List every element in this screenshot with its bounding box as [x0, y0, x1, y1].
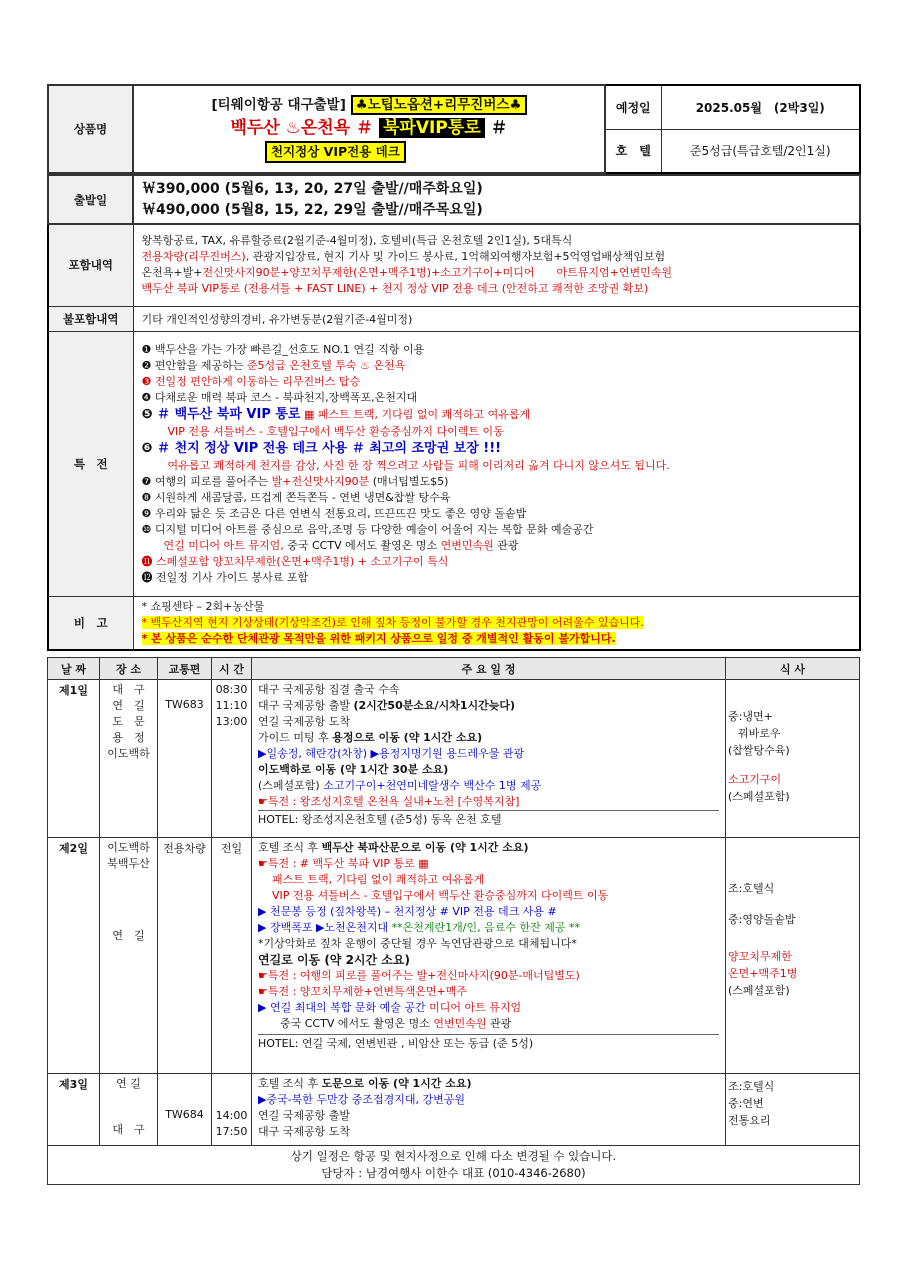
day1-places [100, 680, 158, 838]
included-vehicle: 전용차량(리무진버스), [141, 250, 250, 264]
price-tuesday: ￦390,000 (5월6, 13, 20, 27일 출발//매주화요일) [142, 180, 483, 197]
schedule-item: 연길 국제공항 출발 [258, 1109, 351, 1122]
feature-highlight: ＃ 천지 정상 VIP 전용 데크 사용 ＃ 최고의 조망권 보장 !!! [157, 440, 502, 456]
meal-item: 소고기구이 [728, 773, 782, 786]
day3-row [48, 1074, 860, 1146]
included-line: 왕복항공료, TAX, 유류할증료(2월기준-4월미정), 호텔비(특급 온천호텔 2인1실), 5대특식 [141, 234, 573, 248]
day2-places [100, 838, 158, 1074]
product-info-table [47, 84, 861, 174]
feature-text: 관광 [493, 538, 519, 552]
meal-spacer [728, 759, 857, 771]
schedule-value: 2025.05월 (2박3일) [661, 85, 860, 129]
title-deck: 천지정상 VIP전용 데크 [265, 141, 406, 163]
title-vip: 북파VIP통로 [379, 118, 485, 138]
day2-transport: 전용차량 [158, 838, 212, 1074]
schedule-item [258, 920, 719, 936]
schedule-item: 대구 국제공항 집결 출국 수속 [258, 683, 400, 696]
place: 북백두산 [107, 857, 150, 870]
feature-highlight: ⓫ 스페셜포함 [141, 554, 213, 568]
schedule-item [258, 1076, 719, 1092]
schedule-table [47, 657, 860, 1185]
schedule-text: ▶ 연길 최대의 복합 문화 예술 공간 [258, 1001, 430, 1014]
schedule-text: 관광 [486, 1017, 512, 1030]
feature-text: ❺ [141, 406, 158, 422]
header-date: 날 짜 [48, 658, 100, 680]
feature-item: ❹ 다채로운 매력 북파 코스 - 북파천지,장백폭포,온천지대 [141, 390, 418, 404]
meal-item: 전통요리 [728, 1114, 771, 1127]
day3-schedule [252, 1074, 726, 1146]
remarks-label: 비 고 [48, 596, 133, 650]
hotel-value: 준5성급(특급호텔/2인1실) [661, 129, 860, 173]
schedule-text: ☛특전 : 왕조성지호텔 온천욕 실내+노천 [258, 795, 455, 808]
meal-spacer [728, 928, 857, 948]
feature-item: ❿ 디지털 미디어 아트를 중심으로 음악,조명 등 다양한 예술이 어울어 지는 복합 문화 예술공간 [141, 522, 594, 536]
time: 08:30 [215, 683, 248, 696]
header-meal: 식 사 [726, 658, 860, 680]
day3-meal [726, 1074, 860, 1146]
day2-meal [726, 838, 860, 1074]
schedule-text: 연변민속원 [433, 1017, 487, 1030]
meal-item: 조:호텔식 [728, 882, 775, 895]
schedule-item [258, 794, 719, 810]
meal-item: 조:호텔식 [728, 1080, 775, 1093]
header-place: 장 소 [100, 658, 158, 680]
feature-highlight: 연변민속원 [440, 538, 494, 552]
features-content [133, 331, 860, 596]
included-line [142, 265, 852, 281]
departure-prices [133, 175, 860, 224]
day3-times [212, 1074, 252, 1146]
schedule-item [258, 778, 719, 794]
schedule-item: ☛특전 : 양꼬치무제한+연변특색온면+맥주 [258, 985, 468, 998]
day2-label: 제2일 [48, 838, 100, 1074]
feature-text: ❷ 편안함을 제공하는 [141, 358, 247, 372]
meal-item: 중:냉면+ [728, 710, 773, 723]
schedule-item: ▶중국-북한 두만강 중조접경지대, 강변공원 [258, 1093, 466, 1106]
schedule-text: 미디어 아트 뮤지엄 [429, 1001, 522, 1014]
schedule-text: 대구 국제공항 출발 [258, 699, 354, 712]
included-spa: 온천욕+발+ [141, 266, 203, 280]
place: 연 길 [112, 929, 145, 942]
remark-line: * 쇼핑센타 – 2회+농산물 [141, 599, 265, 613]
header-transport: 교통편 [158, 658, 212, 680]
schedule-text: (스페셜포함) [258, 779, 324, 792]
schedule-item: VIP 전용 셔틀버스 - 호텔입구에서 백두산 환승중심까지 다이렉트 이동 [272, 889, 609, 902]
product-title [133, 85, 605, 173]
meal-spacer [728, 897, 857, 911]
time: 14:00 [215, 1109, 248, 1122]
title-line1 [140, 95, 598, 115]
feature-item: ❸ 전일정 편안하게 이동하는 리무진버스 탑승 [141, 374, 361, 388]
meal-item: (스페셜포함) [728, 984, 790, 997]
excluded-content: 기타 개인적인성향의경비, 유가변동분(2월기준-4월미정) [133, 306, 860, 331]
feature-highlight: 준5성급 온천호텔 투숙 ♨ 온천욕 [246, 358, 406, 372]
time: 11:10 [215, 699, 248, 712]
place: 도 문 [112, 715, 145, 728]
time: 13:00 [215, 715, 248, 728]
schedule-text: 도문으로 이동 (약 1시간 소요) [321, 1077, 472, 1090]
schedule-item: ☛특전 : # 백두산 북파 VIP 통로 ▦ [258, 857, 429, 870]
included-line: 백두산 북파 VIP통로 (전용셔틀 + FAST LINE) + 천지 정상 VIP 전용 데크 (안전하고 쾌적한 조망권 확보) [141, 282, 649, 296]
schedule-item: 패스트 트랙, 기다림 없이 쾌적하고 여유롭게 [272, 873, 485, 886]
day3-places [100, 1074, 158, 1146]
title-main: 백두산 ♨온천욕 ＃ [230, 118, 374, 138]
place: 용 정 [112, 731, 145, 744]
feature-highlight: 양꼬치무제한(온면+맥주1병) + 소고기구이 특식 [212, 554, 449, 568]
footer-contact: 담당자 : 남경여행사 이한수 대표 (010-4346-2680) [321, 1166, 586, 1180]
feature-item [142, 474, 852, 490]
schedule-text: ▶ 장백폭포 ▶노천온천지대 [258, 921, 392, 934]
feature-highlight: ＃ 백두산 북파 VIP 통로 [157, 406, 301, 422]
included-label: 포함내역 [48, 224, 133, 306]
feature-item: ❶ 백두산을 가는 가장 빠른길_선호도 NO.1 연길 직항 이용 [141, 342, 425, 356]
schedule-item: 연길 국제공항 도착 [258, 715, 351, 728]
meal-item: 온면+맥주1병 [728, 967, 798, 980]
footer-notice: 상기 일정은 항공 및 현지사정으로 인해 다소 변경될 수 있습니다. [290, 1149, 617, 1163]
day2-time: 전일 [212, 838, 252, 1074]
product-label: 상품명 [48, 85, 133, 173]
place: 대 구 [112, 1123, 145, 1136]
feature-highlight: 연길 미디어 아트 뮤지엄, [163, 538, 284, 552]
feature-text: ❻ [141, 440, 158, 456]
schedule-item [258, 1000, 719, 1016]
remark-line [142, 615, 852, 631]
place: 연 길 [116, 1077, 141, 1090]
title-line2 [140, 115, 598, 141]
feature-item [142, 554, 852, 570]
feature-item: ❾ 우리와 닮은 듯 조금은 다른 연변식 전통요리, 뜨끈뜨끈 맛도 좋은 영양 돌솥밥 [141, 506, 527, 520]
remark-line [142, 631, 852, 647]
schedule-item [258, 698, 719, 714]
schedule-item: ☛특전 : 여행의 피로를 풀어주는 발+전신마사지(90분-매너팁별도) [258, 969, 580, 982]
feature-sub: 여유롭고 쾌적하게 천지를 감상, 사진 한 장 찍으려고 사람들 피해 이리저리 옮겨 다니지 않으셔도 됩니다. [167, 458, 670, 472]
feature-sub: VIP 전용 셔틀버스 - 호텔입구에서 백두산 환승중심까지 다이렉트 이동 [167, 424, 504, 438]
schedule-item: 이도백하로 이동 (약 1시간 30분 소요) [258, 763, 449, 776]
meal-item: (찹쌀탕수육) [728, 744, 790, 757]
schedule-text: 호텔 조식 후 [258, 841, 322, 854]
header-time: 시 간 [212, 658, 252, 680]
schedule-text: 호텔 조식 후 [258, 1077, 322, 1090]
place: 이도백하 [107, 841, 150, 854]
day1-times [212, 680, 252, 838]
day1-transport: TW683 [158, 680, 212, 838]
schedule-label: 예정일 [605, 85, 661, 129]
remarks-content [133, 596, 860, 650]
feature-item: ⓬ 전일정 기사 가이드 봉사료 포함 [141, 570, 309, 584]
schedule-item: ▶ 천문봉 등정 (짚차왕복) – 천지정상 # VIP 전용 데크 사용 # [258, 905, 557, 918]
meal-item: 양꼬치무제한 [728, 950, 792, 963]
day2-schedule [252, 838, 726, 1074]
hotel-label: 호 텔 [605, 129, 661, 173]
schedule-item: ▶일송정, 해란강(차창) ▶용정지명기원 용드레우물 관광 [258, 747, 525, 760]
schedule-item [258, 840, 719, 856]
footer-row [48, 1146, 860, 1185]
place: 연 길 [112, 699, 145, 712]
time: 17:50 [215, 1125, 248, 1138]
meal-item: 중:연변 [728, 1097, 764, 1110]
feature-highlight: 발+전신맛사지90분 [271, 474, 370, 488]
schedule-text: 용정으로 이동 (약 1시간 소요) [332, 731, 483, 744]
schedule-text: 중국 CCTV 에서도 촬영온 명소 [280, 1017, 434, 1030]
included-specials: 전신맛사지90분+양꼬치무제한(온면+맥주1병)+소고기구이+미디어 아트뮤지엄+연변민속원 [202, 266, 673, 280]
meal-item: 중:영양돌솥밥 [728, 913, 796, 926]
schedule-text: (2시간50분소요/시차1시간늦다) [353, 699, 516, 712]
day2-row [48, 838, 860, 1074]
schedule-item [258, 1016, 719, 1032]
feature-sub [142, 538, 852, 554]
feature-text: ▦ 패스트 트랙, 기다림 없이 쾌적하고 여유롭게 [300, 407, 531, 421]
schedule-text: 가이드 미팅 후 [258, 731, 333, 744]
included-content [133, 224, 860, 306]
meal-item: (스페셜포함) [728, 790, 790, 803]
feature-item [142, 358, 852, 374]
meal-item: 꿔바로우 [738, 727, 781, 740]
feature-text: (매너팁별도$5) [369, 474, 449, 488]
place: 이도백하 [107, 747, 150, 760]
remark-highlight: * 본 상품은 순수한 단체관광 목적만을 위한 패키지 상품으로 일정 중 개별적인 활동이 불가합니다. [141, 631, 616, 645]
day3-transport: TW684 [158, 1074, 212, 1146]
title-airline: [티웨이항공 대구출발] [211, 97, 346, 113]
schedule-item [258, 730, 719, 746]
hotel-line: HOTEL: 왕조성지온천호텔 (준5성) 동욱 온천 호텔 [258, 810, 719, 828]
feature-item: ❽ 시원하게 새콤달콤, 뜨겁게 쫀득쫀득 - 연변 냉면&찹쌀 탕수육 [141, 490, 451, 504]
hotel-line: HOTEL: 연길 국제, 연변빈관 , 비암산 또는 동급 (준 5성) [258, 1034, 719, 1052]
day1-label: 제1일 [48, 680, 100, 838]
price-thursday: ￦490,000 (5월8, 15, 22, 29일 출발//매주목요일) [142, 201, 483, 218]
day1-schedule [252, 680, 726, 838]
day1-row [48, 680, 860, 838]
included-fees: 관광지입장료, 현지 기사 및 가이드 봉사료, 1억해외여행자보험+5억영업배상책임보험 [249, 250, 666, 264]
schedule-text: 백두산 북파산문으로 이동 (약 1시간 소요) [321, 841, 529, 854]
header-schedule: 주 요 일 정 [252, 658, 726, 680]
remark-highlight: * 백두산지역 현지 기상상태(기상악조건)로 인해 짚차 등정이 불가할 경우 천지관망이 어려울수 있습니다. [141, 615, 644, 629]
feature-item [142, 406, 852, 424]
title-hash: ＃ [490, 118, 508, 138]
day1-meal [726, 680, 860, 838]
itinerary-page [47, 84, 859, 1185]
schedule-item: 연길로 이동 (약 2시간 소요) [258, 953, 410, 967]
feature-item [142, 440, 852, 458]
title-badge: ♣노팁노옵션+리무진버스♣ [351, 95, 527, 115]
day3-label: 제3일 [48, 1074, 100, 1146]
feature-text: ❼ 여행의 피로를 풀어주는 [141, 474, 272, 488]
footer-notes [48, 1146, 860, 1185]
schedule-item: *기상악화로 짚차 운행이 중단될 경우 녹연담관광으로 대체됩니다* [258, 937, 577, 950]
schedule-text: 소고기구이+천연미네랄생수 백산수 1병 제공 [323, 779, 542, 792]
schedule-item: 대구 국제공항 도착 [258, 1125, 351, 1138]
schedule-text: [수영복지참] [457, 795, 520, 808]
feature-text: 중국 CCTV 에서도 촬영온 명소 [283, 538, 441, 552]
excluded-label: 불포함내역 [48, 306, 133, 331]
place: 대 구 [112, 683, 145, 696]
details-table [47, 174, 861, 651]
departure-label: 출발일 [48, 175, 133, 224]
included-line [142, 249, 852, 265]
features-label: 특 전 [48, 331, 133, 596]
schedule-text: **온천계란1개/인, 음료수 한잔 제공 ** [391, 921, 580, 934]
